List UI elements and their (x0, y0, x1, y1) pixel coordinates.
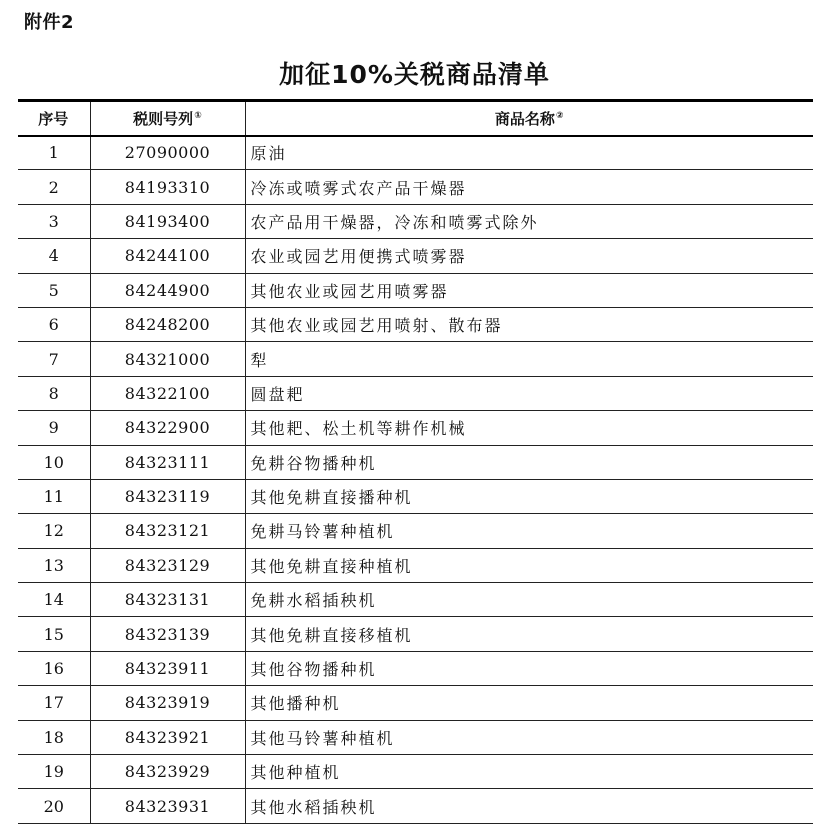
table-row (18, 548, 813, 582)
row-index-cell: 12 (18, 514, 90, 548)
product-name-cell: 其他免耕直接播种机 (245, 479, 813, 513)
tariff-table-container (18, 99, 813, 824)
tariff-code-cell: 84322100 (90, 376, 245, 410)
tariff-code-cell: 84193310 (90, 170, 245, 204)
row-index-cell: 3 (18, 204, 90, 238)
table-row (18, 170, 813, 204)
table-row (18, 342, 813, 376)
row-index-cell: 2 (18, 170, 90, 204)
tariff-code-cell: 84323139 (90, 617, 245, 651)
table-row (18, 583, 813, 617)
header-row (18, 101, 813, 136)
row-index-cell: 16 (18, 651, 90, 685)
row-index-cell: 11 (18, 479, 90, 513)
row-index-cell: 20 (18, 789, 90, 823)
product-name-cell: 圆盘耙 (245, 376, 813, 410)
table-row (18, 445, 813, 479)
tariff-code-cell: 84323931 (90, 789, 245, 823)
row-index-cell: 9 (18, 411, 90, 445)
product-name-cell: 免耕水稻插秧机 (245, 583, 813, 617)
table-body (18, 136, 813, 824)
product-name-cell: 原油 (245, 136, 813, 170)
row-index-cell: 6 (18, 307, 90, 341)
product-name-cell: 免耕谷物播种机 (245, 445, 813, 479)
product-name-cell: 其他播种机 (245, 686, 813, 720)
tariff-code-cell: 84321000 (90, 342, 245, 376)
tariff-code-cell: 84323131 (90, 583, 245, 617)
tariff-code-cell: 84193400 (90, 204, 245, 238)
row-index-cell: 15 (18, 617, 90, 651)
product-name-cell: 其他耙、松土机等耕作机械 (245, 411, 813, 445)
page-title: 加征10%关税商品清单 (279, 60, 550, 89)
tariff-code-cell: 84323929 (90, 755, 245, 789)
table-row (18, 720, 813, 754)
product-name-cell: 其他马铃薯种植机 (245, 720, 813, 754)
table-row (18, 651, 813, 685)
footnote-marker: ① (194, 110, 202, 121)
product-name-cell: 免耕马铃薯种植机 (245, 514, 813, 548)
tariff-code-cell: 84323121 (90, 514, 245, 548)
table-header (18, 101, 813, 136)
product-name-cell: 农业或园艺用便携式喷雾器 (245, 239, 813, 273)
tariff-code-cell: 27090000 (90, 136, 245, 170)
product-name-cell: 其他免耕直接种植机 (245, 548, 813, 582)
tariff-code-cell: 84323921 (90, 720, 245, 754)
tariff-code-cell: 84244100 (90, 239, 245, 273)
tariff-code-cell: 84323129 (90, 548, 245, 582)
tariff-code-cell: 84323911 (90, 651, 245, 685)
row-index-cell: 18 (18, 720, 90, 754)
product-name-cell: 农产品用干燥器，冷冻和喷雾式除外 (245, 204, 813, 238)
table-row (18, 686, 813, 720)
tariff-table (18, 99, 813, 824)
column-header-label: 商品名称 (494, 109, 555, 128)
product-name-cell: 其他农业或园艺用喷雾器 (245, 273, 813, 307)
row-index-cell: 5 (18, 273, 90, 307)
tariff-code-cell: 84244900 (90, 273, 245, 307)
column-header-index (18, 101, 90, 136)
row-index-cell: 17 (18, 686, 90, 720)
row-index-cell: 19 (18, 755, 90, 789)
product-name-cell: 犁 (245, 342, 813, 376)
table-row (18, 204, 813, 238)
table-row (18, 307, 813, 341)
tariff-code-cell: 84323119 (90, 479, 245, 513)
tariff-code-cell: 84248200 (90, 307, 245, 341)
table-row (18, 789, 813, 823)
tariff-code-cell: 84322900 (90, 411, 245, 445)
product-name-cell: 其他水稻插秧机 (245, 789, 813, 823)
table-row (18, 136, 813, 170)
table-row (18, 239, 813, 273)
product-name-cell: 其他农业或园艺用喷射、散布器 (245, 307, 813, 341)
row-index-cell: 1 (18, 136, 90, 170)
column-header-name (245, 101, 813, 136)
footnote-marker: ② (555, 110, 564, 121)
table-row (18, 617, 813, 651)
row-index-cell: 10 (18, 445, 90, 479)
column-header-code (90, 101, 245, 136)
table-row (18, 411, 813, 445)
product-name-cell: 其他谷物播种机 (245, 651, 813, 685)
row-index-cell: 4 (18, 239, 90, 273)
table-row (18, 479, 813, 513)
row-index-cell: 7 (18, 342, 90, 376)
tariff-code-cell: 84323919 (90, 686, 245, 720)
tariff-code-cell: 84323111 (90, 445, 245, 479)
table-row (18, 755, 813, 789)
table-row (18, 376, 813, 410)
product-name-cell: 其他免耕直接移植机 (245, 617, 813, 651)
column-header-label: 序号 (38, 109, 69, 128)
row-index-cell: 8 (18, 376, 90, 410)
table-row (18, 514, 813, 548)
table-row (18, 273, 813, 307)
column-header-label: 税则号列 (133, 109, 194, 128)
row-index-cell: 13 (18, 548, 90, 582)
row-index-cell: 14 (18, 583, 90, 617)
product-name-cell: 冷冻或喷雾式农产品干燥器 (245, 170, 813, 204)
product-name-cell: 其他种植机 (245, 755, 813, 789)
attachment-label: 附件2 (24, 12, 75, 33)
